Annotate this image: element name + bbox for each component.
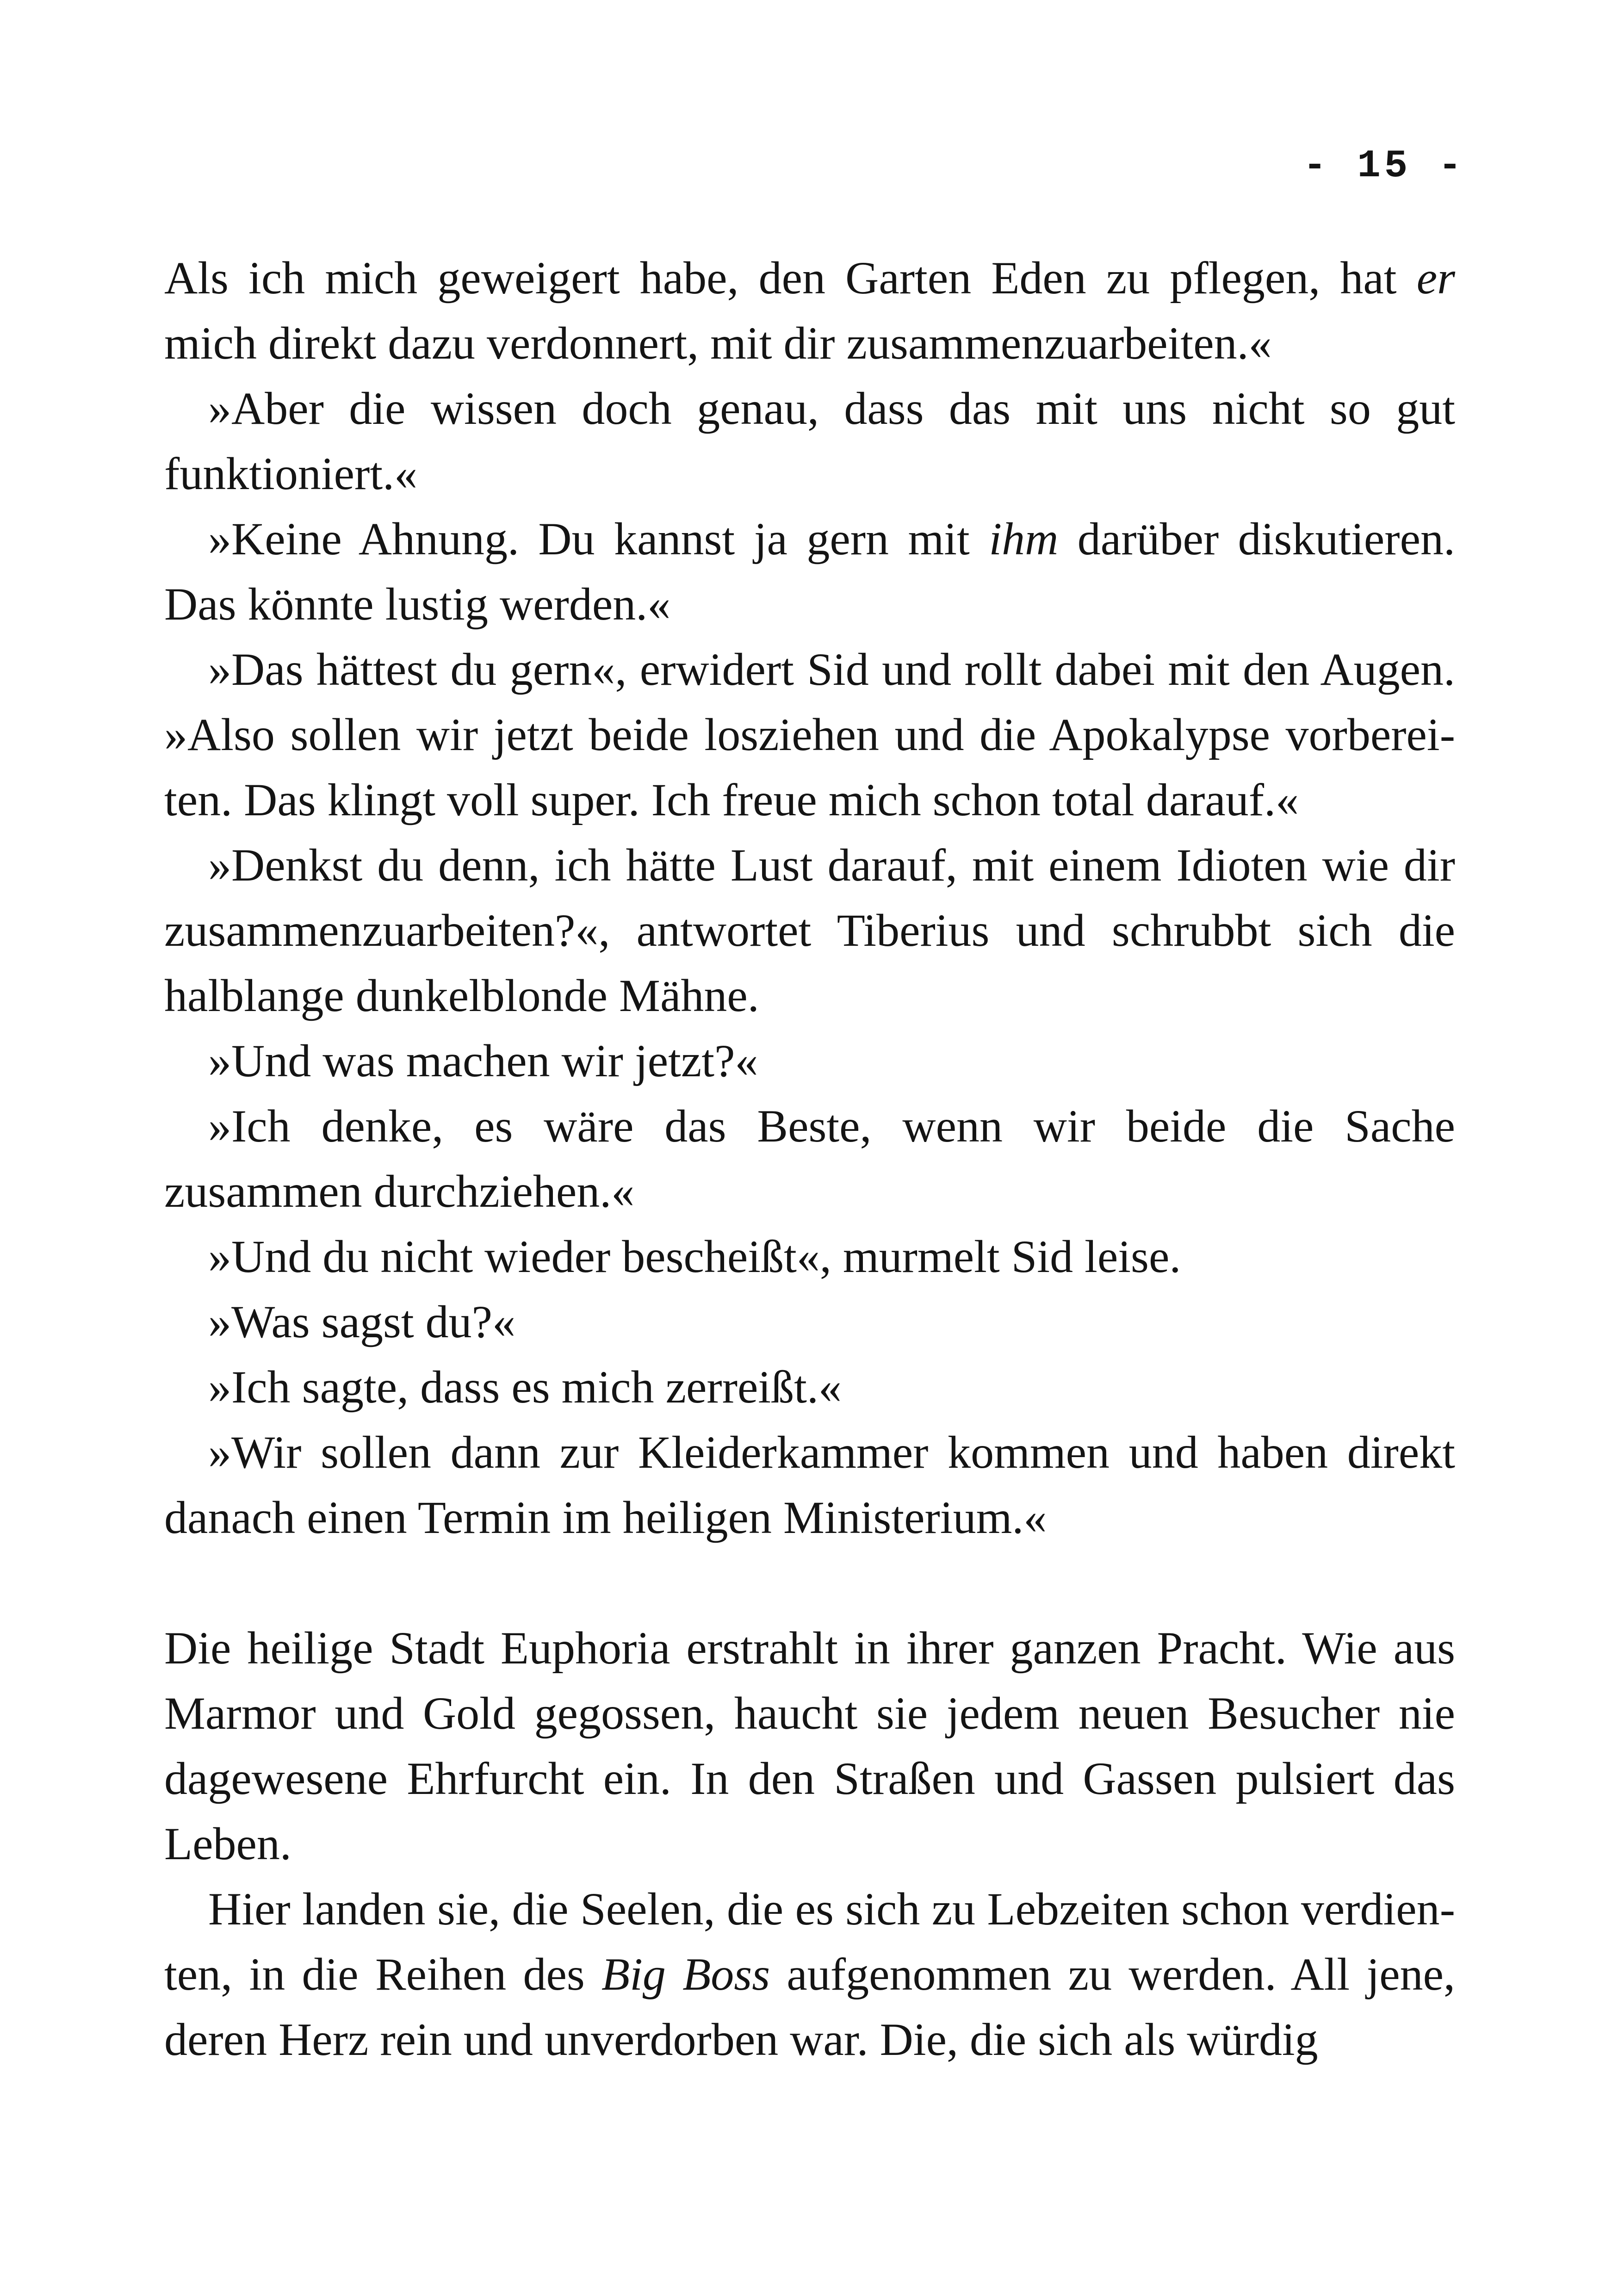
text-run: Hier landen sie, die Seelen, die es sich zu Lebzeiten schon verdienten, in die Reihen des <box>164 1883 1455 2000</box>
paragraph-1 <box>164 245 1455 376</box>
paragraph-9 <box>164 1289 1455 1354</box>
text-run: Die heilige Stadt Euphoria erstrahlt in ihrer ganzen Pracht. Wie aus Marmor und Gold gegossen, haucht sie jedem neuen Besucher nie dagewesene Ehrfurcht ein. In den Straßen und Gassen pulsiert das Leben. <box>164 1622 1455 1869</box>
text-run: »Und was machen wir jetzt?« <box>208 1035 758 1086</box>
text-run: »Keine Ahnung. Du kannst ja gern mit <box>208 513 989 565</box>
text-body <box>164 245 1455 2072</box>
text-run: »Das hättest du gern«, erwidert Sid und rollt dabei mit den Augen. »Also sollen wir jetzt beide losziehen und die Apokalypse vorbereiten. Das klingt voll super. Ich freue mich schon total darauf.« <box>164 644 1455 825</box>
paragraph-5 <box>164 832 1455 1028</box>
paragraph-3 <box>164 506 1455 637</box>
scene-break <box>164 1550 1455 1615</box>
text-run: »Denkst du denn, ich hätte Lust darauf, mit einem Idioten wie dir zusammenzuarbeiten?«, antwortet Tiberius und schrubbt sich die halblange dunkelblonde Mähne. <box>164 839 1455 1021</box>
paragraph-10 <box>164 1354 1455 1420</box>
paragraph-8 <box>164 1224 1455 1289</box>
italic-text: er <box>1416 252 1455 304</box>
text-run: »Ich sagte, dass es mich zerreißt.« <box>208 1361 842 1413</box>
text-run: mich direkt dazu verdonnert, mit dir zusammenzuarbeiten.« <box>164 317 1272 369</box>
italic-text: ihm <box>989 513 1059 565</box>
italic-text: Big Boss <box>601 1948 770 2000</box>
paragraph-13 <box>164 1876 1455 2072</box>
text-run: »Und du nicht wieder bescheißt«, murmelt Sid leise. <box>208 1231 1181 1282</box>
paragraph-4 <box>164 637 1455 832</box>
text-run: »Aber die wissen doch genau, dass das mit uns nicht so gut funktioniert.« <box>164 383 1455 499</box>
text-run: aufgenommen zu werden. All jene, deren Herz rein und unverdorben war. Die, die sich als würdig <box>164 1948 1455 2065</box>
text-run: Als ich mich geweigert habe, den Garten Eden zu pflegen, hat <box>164 252 1417 304</box>
paragraph-7 <box>164 1093 1455 1224</box>
text-run: darüber diskutieren. Das könnte lustig werden.« <box>164 513 1455 630</box>
paragraph-12 <box>164 1615 1455 1876</box>
text-run: »Was sagst du?« <box>208 1296 516 1347</box>
paragraph-2 <box>164 376 1455 506</box>
page-number: - 15 - <box>1303 144 1465 188</box>
text-run: »Wir sollen dann zur Kleiderkammer kommen und haben direkt danach einen Termin im heiligen Ministerium.« <box>164 1427 1455 1543</box>
paragraph-6 <box>164 1028 1455 1093</box>
paragraph-11 <box>164 1420 1455 1550</box>
text-run: »Ich denke, es wäre das Beste, wenn wir beide die Sache zusammen durchziehen.« <box>164 1100 1455 1217</box>
